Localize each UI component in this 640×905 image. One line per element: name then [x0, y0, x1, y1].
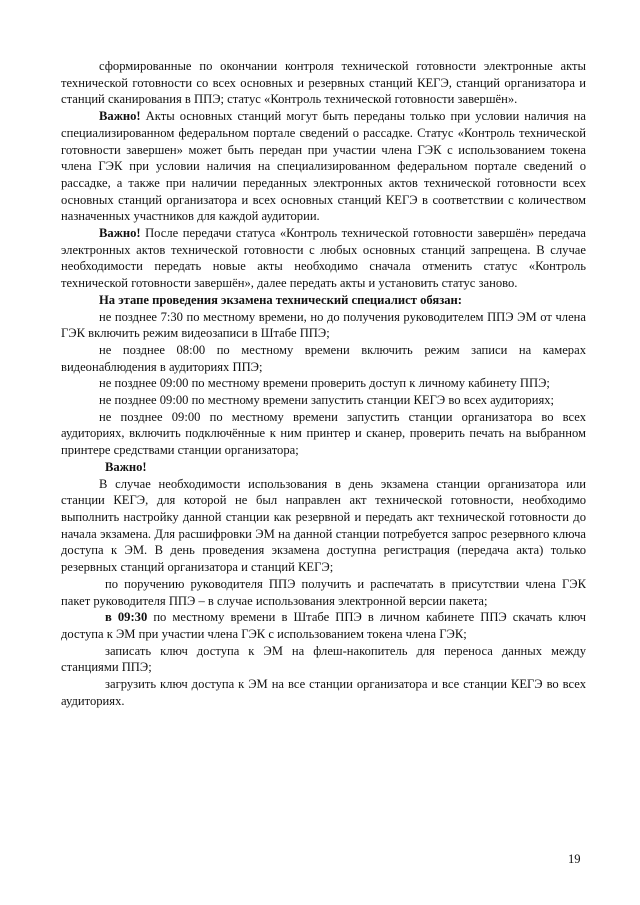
page-number: 19	[568, 852, 581, 866]
paragraph-acts-list-end: сформированные по окончании контроля технической готовности электронные акты технической готовности со всех основных и резервных станций КЕГЭ, станций организатора и станций сканирования в ППЭ; статус «Контроль технической готовности завершён».	[61, 59, 586, 107]
list-item-load-key: загрузить ключ доступа к ЭМ на все станции организатора и все станции КЕГЭ во всех аудиториях.	[61, 677, 586, 708]
paragraph-important-after-status	[61, 225, 586, 292]
list-item-write-key: записать ключ доступа к ЭМ на флеш-накопитель для переноса данных между станциями ППЭ;	[61, 643, 586, 675]
list-item-kege-stations: не позднее 09:00 по местному времени запустить станции КЕГЭ во всех аудиториях;	[99, 393, 555, 408]
list-item-download-key	[61, 609, 586, 642]
list-item-cabinet-access: не позднее 09:00 по местному времени проверить доступ к личному кабинету ППЭ;	[99, 376, 550, 391]
download-key-text: по местному времени в Штабе ППЭ в личном кабинете ППЭ скачать ключ доступа к ЭМ при участии члена ГЭК с использованием токена члена ГЭК;	[61, 610, 586, 641]
important-text: После передачи статуса «Контроль технической готовности завершён» передача электронных актов технической готовности с любых основных станций запрещена. В случае необходимости передать новые акты необходимо сначала отменить статус «Контроль технической готовности завершён», далее передать акты и установить статус заново.	[61, 226, 586, 291]
important-heading: Важно!	[105, 459, 147, 474]
paragraph-reserve-station: В случае необходимости использования в день экзамена станции организатора или станции КЕГЭ, для которой не был направлен акт технической готовности, необходимо выполнить настройку данной станции как резервной и передать акт технической готовности до начала экзамена. Для расшифровки ЭМ на данной станции потребуется запрос резервного ключа доступа к ЭМ. В день проведения экзамена доступна регистрация (передача акта) только резервных станций организатора и станций КЕГЭ;	[61, 476, 586, 575]
list-item-video-recording: не позднее 7:30 по местному времени, но до получения руководителем ППЭ ЭМ от члена ГЭК включить режим видеозаписи в Штабе ППЭ;	[61, 309, 586, 341]
document-body	[61, 58, 586, 709]
time-label: в 09:30	[105, 610, 148, 625]
list-item-camera-recording: не позднее 08:00 по местному времени включить режим записи на камерах видеонаблюдения в аудиториях ППЭ;	[61, 342, 586, 374]
section-heading-exam-stage: На этапе проведения экзамена технический специалист обязан:	[99, 292, 462, 307]
paragraph-important-main-stations	[61, 108, 586, 225]
important-label: Важно!	[99, 109, 141, 124]
important-text: Акты основных станций могут быть переданы только при условии наличия на специализированном федеральном портале сведений о рассадке. Статус «Контроль технической готовности завершен» может быть передан при участии члена ГЭК с использованием токена члена ГЭК при условии наличия на специализированном федеральном портале сведений о рассадке, а также при наличии переданных электронных актов технической готовности всех основных станций организатора и всех основных станций КЕГЭ в соответствии с количеством назначенных участников для каждой аудитории.	[61, 109, 586, 224]
list-item-print-package: по поручению руководителя ППЭ получить и распечатать в присутствии члена ГЭК пакет руководителя ППЭ – в случае использования электронной версии пакета;	[61, 576, 586, 608]
important-label: Важно!	[99, 226, 141, 241]
list-item-organizer-stations: не позднее 09:00 по местному времени запустить станции организатора во всех аудиториях, включить подключённые к ним принтер и сканер, проверить печать на выбранном принтере средствами станции организатора;	[61, 409, 586, 458]
